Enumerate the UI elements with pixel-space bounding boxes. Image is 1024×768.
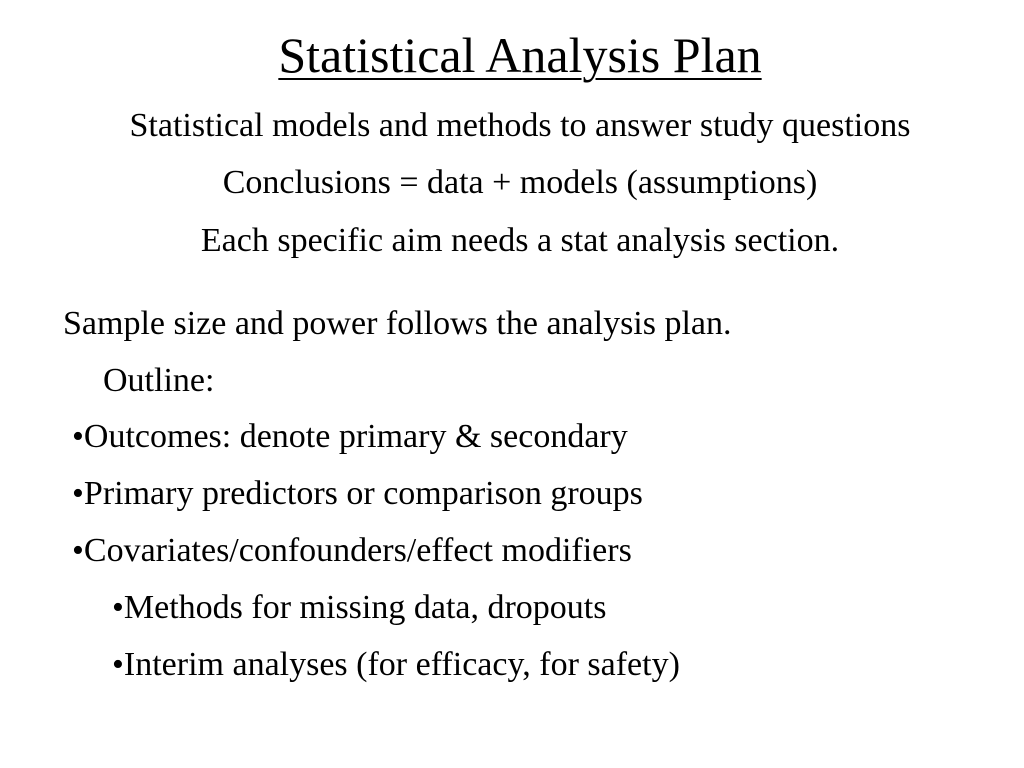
bullet-text: Covariates/confounders/effect modifiers <box>83 532 632 569</box>
bullet-icon: • <box>112 589 124 626</box>
outline-label: Outline: <box>103 362 215 399</box>
bullet-text: Outcomes: denote primary & secondary <box>83 418 628 455</box>
bullet-icon: • <box>72 475 84 512</box>
bullet-item-missing-data <box>112 588 606 628</box>
intro-line-conclusions: Conclusions = data + models (assumptions) <box>222 164 818 201</box>
slide-title: Statistical Analysis Plan <box>278 27 762 83</box>
bullet-text: Interim analyses (for efficacy, for safety) <box>123 646 680 683</box>
bullet-item-predictors <box>72 474 643 514</box>
bullet-item-outcomes <box>72 417 628 457</box>
bullet-text: Methods for missing data, dropouts <box>123 589 607 626</box>
intro-line-specific-aim: Each specific aim needs a stat analysis section. <box>200 222 840 259</box>
bullet-icon: • <box>112 646 124 683</box>
bullet-item-interim-analyses <box>112 645 680 685</box>
bullet-icon: • <box>72 418 84 455</box>
sample-size-line: Sample size and power follows the analysis plan. <box>63 305 732 342</box>
intro-line-models: Statistical models and methods to answer study questions <box>129 107 911 144</box>
bullet-icon: • <box>72 532 84 569</box>
bullet-item-covariates <box>72 531 632 571</box>
bullet-text: Primary predictors or comparison groups <box>83 475 643 512</box>
